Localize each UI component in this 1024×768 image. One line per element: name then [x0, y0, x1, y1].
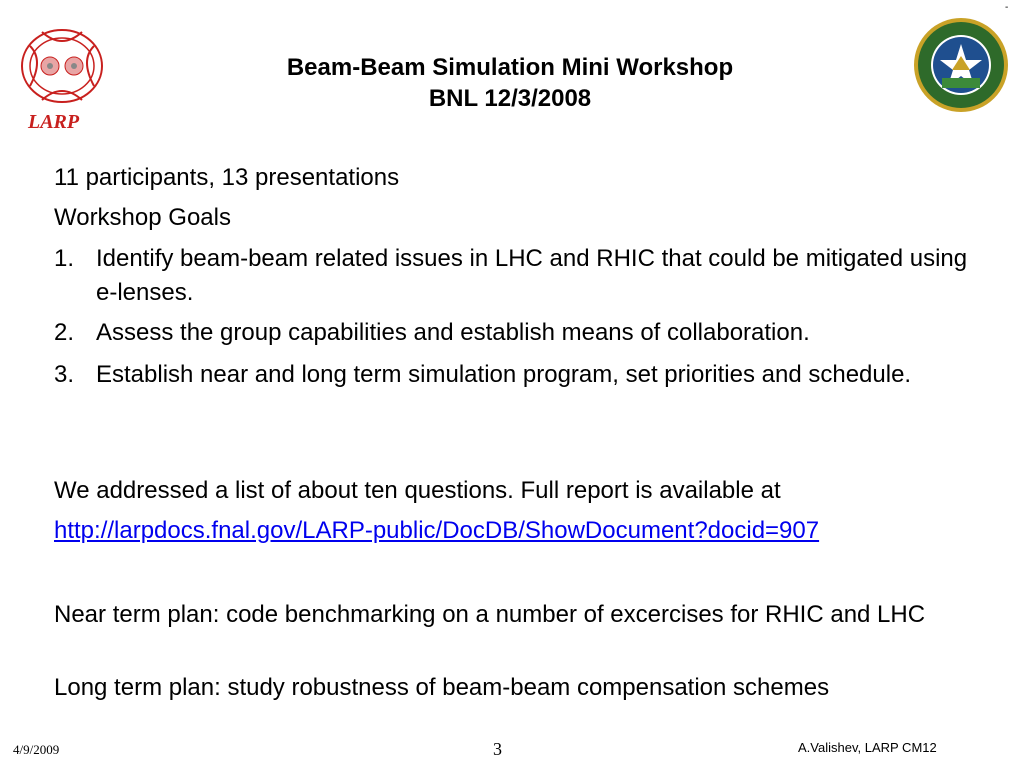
- goal-number: 3.: [54, 361, 75, 388]
- page-number: 3: [493, 739, 502, 759]
- footer-author: A.Valishev, LARP CM12: [798, 740, 937, 755]
- long-term-plan: Long term plan: study robustness of beam-beam compensation schemes: [54, 674, 830, 701]
- goal-text: Establish near and long term simulation program, set priorities and schedule.: [96, 361, 912, 388]
- title-line-1: Beam-Beam Simulation Mini Workshop: [286, 54, 734, 81]
- report-link[interactable]: http://larpdocs.fnal.gov/LARP-public/DocDB/ShowDocument?docid=907: [54, 517, 820, 544]
- footer-date: 4/9/2009: [13, 742, 60, 757]
- corner-mark: -: [1005, 2, 1009, 13]
- participants-line: 11 participants, 13 presentations: [54, 164, 400, 191]
- goal-number: 2.: [54, 319, 75, 346]
- doe-seal-icon: [912, 16, 1010, 114]
- goal-text: Identify beam-beam related issues in LHC and RHIC that could be mitigated using e-lenses.: [96, 245, 968, 306]
- larp-magnet-icon: [14, 20, 110, 112]
- slide-title: [180, 52, 840, 114]
- near-term-plan: Near term plan: code benchmarking on a number of excercises for RHIC and LHC: [54, 601, 926, 628]
- goal-number: 1.: [54, 245, 75, 272]
- questions-line: We addressed a list of about ten questions. Full report is available at: [54, 477, 781, 504]
- title-line-2: BNL 12/3/2008: [428, 85, 592, 112]
- larp-logo-text: LARP: [28, 111, 80, 133]
- goal-text: Assess the group capabilities and establish means of collaboration.: [96, 319, 810, 346]
- goals-heading: Workshop Goals: [54, 204, 231, 231]
